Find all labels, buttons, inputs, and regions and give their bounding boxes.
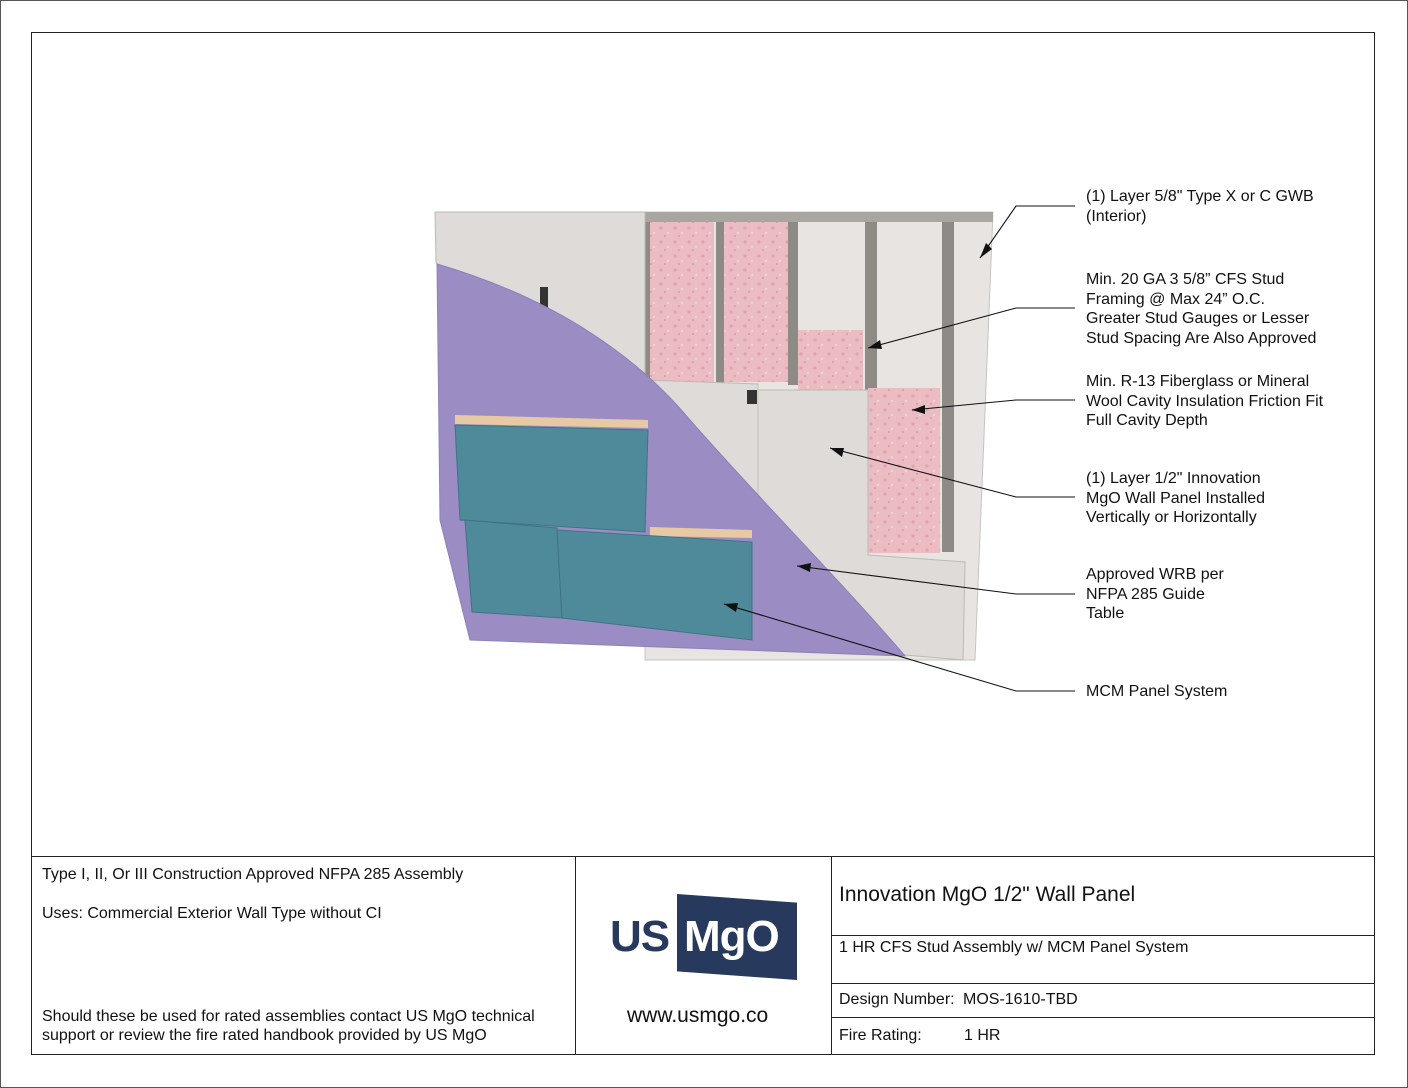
design-number-value: MOS-1610-TBD [963, 991, 1078, 1008]
assembly-description: 1 HR CFS Stud Assembly w/ MCM Panel System [839, 939, 1189, 956]
product-title: Innovation MgO 1/2" Wall Panel [839, 883, 1136, 906]
title-block-row-line-1 [831, 935, 1375, 936]
callout-cfs-stud: Min. 20 GA 3 5/8” CFS Stud Framing @ Max 24” O.C. Greater Stud Gauges or Lesser Stud Spacing Are Also Approved [1086, 271, 1317, 347]
callout-cavity-insulation: Min. R-13 Fiberglass or Mineral Wool Cavity Insulation Friction Fit Full Cavity Depth [1086, 373, 1324, 429]
construction-type: Type I, II, Or III Construction Approved NFPA 285 Assembly [42, 866, 464, 883]
title-block-top-border [31, 856, 1375, 857]
uses-text: Uses: Commercial Exterior Wall Type without CI [42, 905, 382, 922]
callout-wrb: Approved WRB per NFPA 285 Guide Table [1086, 566, 1224, 622]
disclaimer-line-2: support or review the fire rated handbook provided by US MgO [42, 1027, 487, 1044]
design-number-label: Design Number: [839, 991, 955, 1008]
callout-interior-gwb: (1) Layer 5/8" Type X or C GWB (Interior) [1086, 188, 1314, 225]
fire-rating-label: Fire Rating: [839, 1027, 922, 1044]
title-block-divider-2 [831, 856, 832, 1055]
us-mgo-logo [610, 892, 800, 982]
title-block-divider-1 [575, 856, 576, 1055]
title-block-row-line-2 [831, 983, 1375, 984]
fire-rating-value: 1 HR [964, 1027, 1001, 1044]
disclaimer-line-1: Should these be used for rated assemblies contact US MgO technical [42, 1008, 535, 1025]
title-block-row-line-3 [831, 1017, 1375, 1018]
callout-mgo-wall-panel: (1) Layer 1/2" Innovation MgO Wall Panel Installed Vertically or Horizontally [1086, 470, 1266, 526]
logo-mgo-text: MgO [684, 912, 779, 961]
callout-mcm-panel: MCM Panel System [1086, 683, 1228, 700]
logo-us-text: US [610, 912, 670, 961]
website-url[interactable]: www.usmgo.co [627, 1004, 769, 1027]
